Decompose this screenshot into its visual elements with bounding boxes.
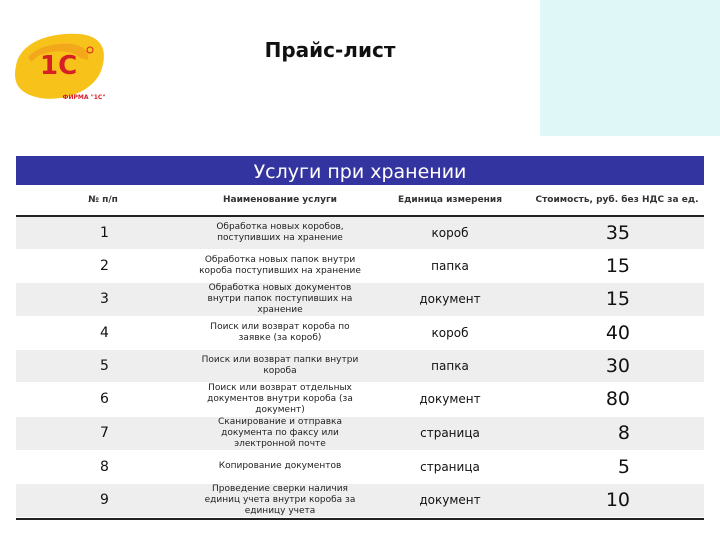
table-row: [16, 450, 704, 483]
row-number: 8: [16, 450, 190, 483]
price-cell: 80: [530, 382, 704, 416]
price-cell: 8: [530, 416, 704, 450]
price-cell: 5: [530, 450, 704, 483]
table-row: [16, 316, 704, 349]
service-name: Поиск или возврат отдельных документов внутри короба (за документ): [190, 382, 370, 416]
table-row: [16, 249, 704, 282]
row-number: 5: [16, 349, 190, 382]
service-name: Обработка новых документов внутри папок поступивших на хранение: [190, 282, 370, 316]
service-name: Обработка новых коробов, поступивших на хранение: [190, 216, 370, 249]
decorative-corner-panel: [540, 0, 720, 136]
price-cell: 10: [530, 483, 704, 517]
table-bottom-rule: [16, 518, 704, 520]
header-price: Стоимость, руб. без НДС за ед.: [530, 185, 704, 216]
row-number: 2: [16, 249, 190, 282]
service-name: Поиск или возврат короба по заявке (за короб): [190, 316, 370, 349]
unit-cell: страница: [370, 450, 530, 483]
header-unit: Единица измерения: [370, 185, 530, 216]
service-name: Поиск или возврат папки внутри короба: [190, 349, 370, 382]
service-name: Копирование документов: [190, 450, 370, 483]
unit-cell: документ: [370, 282, 530, 316]
row-number: 7: [16, 416, 190, 450]
price-cell: 15: [530, 282, 704, 316]
table-row: [16, 382, 704, 416]
price-cell: 40: [530, 316, 704, 349]
row-number: 3: [16, 282, 190, 316]
table-row: [16, 416, 704, 450]
unit-cell: короб: [370, 216, 530, 249]
svg-text:1С: 1С: [40, 51, 78, 81]
row-number: 4: [16, 316, 190, 349]
service-name: Проведение сверки наличия единиц учета внутри короба за единицу учета: [190, 483, 370, 517]
header-service: Наименование услуги: [190, 185, 370, 216]
unit-cell: страница: [370, 416, 530, 450]
unit-cell: папка: [370, 249, 530, 282]
table-row: [16, 483, 704, 517]
price-cell: 35: [530, 216, 704, 249]
unit-cell: документ: [370, 483, 530, 517]
table-row: [16, 349, 704, 382]
company-logo: [10, 28, 110, 108]
row-number: 9: [16, 483, 190, 517]
row-number: 1: [16, 216, 190, 249]
table-row: [16, 282, 704, 316]
service-name: Сканирование и отправка документа по факсу или электронной почте: [190, 416, 370, 450]
table-caption: Услуги при хранении: [16, 156, 704, 185]
service-name: Обработка новых папок внутри короба поступивших на хранение: [190, 249, 370, 282]
services-table: [16, 185, 704, 518]
unit-cell: документ: [370, 382, 530, 416]
logo-caption: ФИРМА "1С": [62, 94, 106, 101]
price-cell: 30: [530, 349, 704, 382]
table-row: [16, 216, 704, 249]
page-title: Прайс-лист: [264, 38, 396, 62]
table-header-row: [16, 185, 704, 216]
price-cell: 15: [530, 249, 704, 282]
row-number: 6: [16, 382, 190, 416]
unit-cell: папка: [370, 349, 530, 382]
header-number: № п/п: [16, 185, 190, 216]
price-table: [16, 156, 704, 520]
unit-cell: короб: [370, 316, 530, 349]
